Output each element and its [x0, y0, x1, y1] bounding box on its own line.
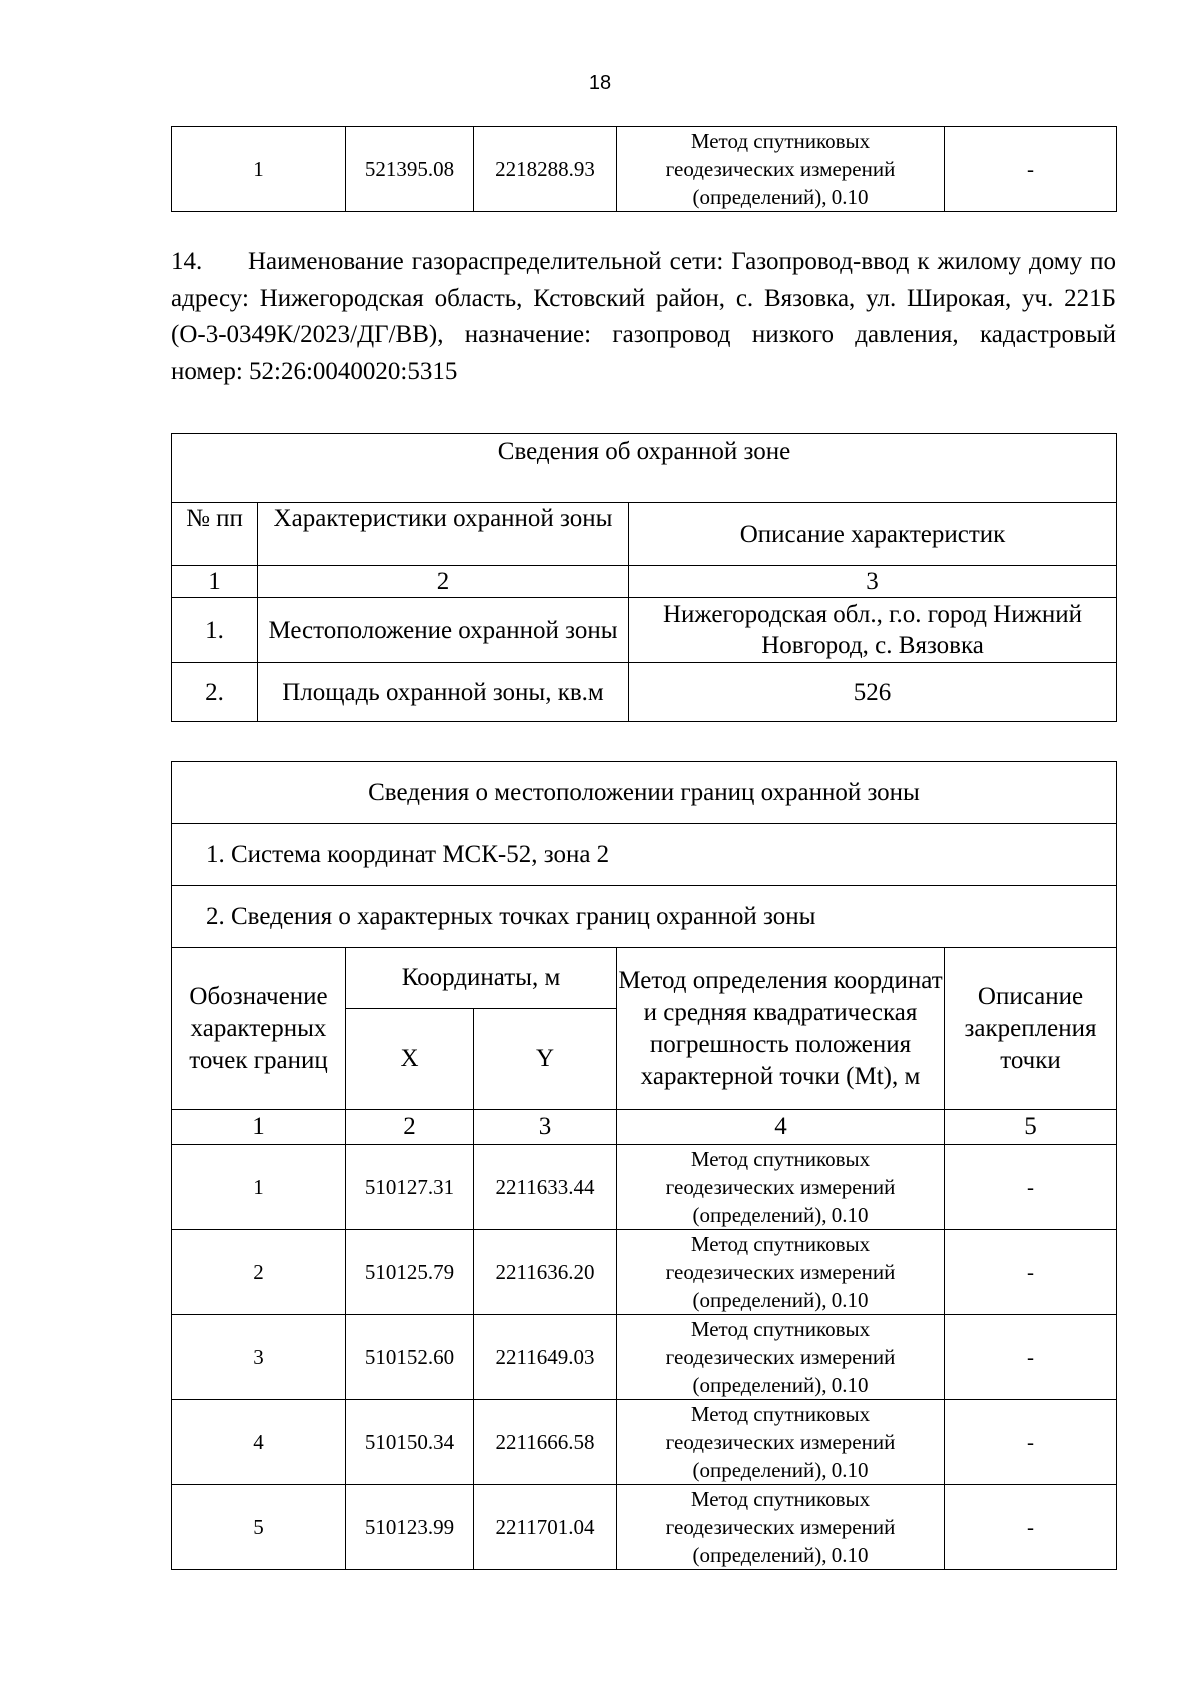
y-cell: 2218288.93: [474, 127, 617, 212]
fixing-cell: -: [945, 127, 1117, 212]
fixing-cell: -: [945, 1145, 1117, 1230]
point-cell: 5: [172, 1485, 346, 1570]
table-row: [172, 1485, 1117, 1570]
column-number: 5: [945, 1110, 1117, 1145]
method-cell: [617, 1485, 945, 1570]
header-method: Метод определения координат и средняя квадратическая погрешность положения характерной точки (Mt), м: [617, 948, 945, 1110]
column-number: 3: [474, 1110, 617, 1145]
section-paragraph: [171, 244, 1116, 390]
method-line: Метод спутниковых: [690, 1487, 871, 1511]
header-y: Y: [474, 1009, 617, 1110]
header-coordinates: Координаты, м: [346, 948, 617, 1009]
x-cell: 510150.34: [346, 1400, 474, 1485]
column-number: 4: [617, 1110, 945, 1145]
method-cell: [617, 127, 945, 212]
row-num: 1.: [172, 598, 258, 663]
point-cell: 1: [172, 127, 346, 212]
header-characteristic: Характеристики охранной зоны: [258, 503, 629, 566]
point-cell: 1: [172, 1145, 346, 1230]
previous-table-fragment: [171, 126, 1117, 212]
column-number: 2: [258, 566, 629, 598]
row-num: 2.: [172, 663, 258, 722]
point-cell: 4: [172, 1400, 346, 1485]
method-line: Метод спутниковых: [690, 129, 871, 153]
table-row: [172, 598, 1117, 663]
header-x: X: [346, 1009, 474, 1110]
y-cell: 2211636.20: [474, 1230, 617, 1315]
table-row: [172, 127, 1117, 212]
column-number: 3: [629, 566, 1117, 598]
coordinate-system: 1. Система координат МСК-52, зона 2: [172, 824, 1117, 886]
x-cell: 510125.79: [346, 1230, 474, 1315]
x-cell: 510123.99: [346, 1485, 474, 1570]
method-line: (определений), 0.10: [692, 1288, 869, 1312]
method-line: Метод спутниковых: [690, 1232, 871, 1256]
x-cell: 510127.31: [346, 1145, 474, 1230]
fixing-cell: -: [945, 1230, 1117, 1315]
method-line: геодезических измерений: [665, 1260, 896, 1284]
x-cell: 521395.08: [346, 127, 474, 212]
method-line: геодезических измерений: [665, 157, 896, 181]
method-cell: [617, 1230, 945, 1315]
header-fixing: Описание закрепления точки: [945, 948, 1117, 1110]
method-line: геодезических измерений: [665, 1430, 896, 1454]
header-designation: Обозначение характерных точек границ: [172, 948, 346, 1110]
bounds-table-title: Сведения о местоположении границ охранной зоны: [172, 762, 1117, 824]
method-line: (определений), 0.10: [692, 1458, 869, 1482]
method-line: геодезических измерений: [665, 1175, 896, 1199]
table-row: [172, 1400, 1117, 1485]
y-cell: 2211649.03: [474, 1315, 617, 1400]
method-cell: [617, 1315, 945, 1400]
table-row: [172, 1230, 1117, 1315]
method-line: (определений), 0.10: [692, 1543, 869, 1567]
table-row: [172, 663, 1117, 722]
x-cell: 510152.60: [346, 1315, 474, 1400]
y-cell: 2211666.58: [474, 1400, 617, 1485]
fixing-cell: -: [945, 1315, 1117, 1400]
row-description: 526: [629, 663, 1117, 722]
points-title: 2. Сведения о характерных точках границ охранной зоны: [172, 886, 1117, 948]
section-number: 14.: [171, 248, 203, 275]
header-description: Описание характеристик: [629, 503, 1117, 566]
method-line: геодезических измерений: [665, 1515, 896, 1539]
table-row: [172, 1145, 1117, 1230]
column-number: 2: [346, 1110, 474, 1145]
row-characteristic: Площадь охранной зоны, кв.м: [258, 663, 629, 722]
fixing-cell: -: [945, 1400, 1117, 1485]
method-line: (определений), 0.10: [692, 1203, 869, 1227]
row-characteristic: Местоположение охранной зоны: [258, 598, 629, 663]
method-line: Метод спутниковых: [690, 1147, 871, 1171]
point-cell: 3: [172, 1315, 346, 1400]
method-line: (определений), 0.10: [692, 1373, 869, 1397]
boundary-points-table: [171, 761, 1117, 1570]
row-description: Нижегородская обл., г.о. город Нижний Новгород, с. Вязовка: [629, 598, 1117, 663]
method-line: (определений), 0.10: [692, 185, 869, 209]
y-cell: 2211701.04: [474, 1485, 617, 1570]
method-line: Метод спутниковых: [690, 1402, 871, 1426]
method-cell: [617, 1145, 945, 1230]
method-line: геодезических измерений: [665, 1345, 896, 1369]
point-cell: 2: [172, 1230, 346, 1315]
zone-info-table: [171, 433, 1117, 722]
table-row: [172, 1315, 1117, 1400]
column-number: 1: [172, 566, 258, 598]
zone-table-title: Сведения об охранной зоне: [172, 434, 1117, 503]
page-number: 18: [588, 72, 612, 94]
column-number: 1: [172, 1110, 346, 1145]
y-cell: 2211633.44: [474, 1145, 617, 1230]
section-text: Наименование газораспределительной сети: Газопровод-ввод к жилому дому по адресу: Нижегородская область, Кстовский район, с. Вязовка, ул. Широкая, уч. 221Б (О-3-0349К/2023/ДГ/ВВ), назначение: газопровод низкого давления, кадастровый номер: 52:26:0040020:5315: [171, 248, 1116, 385]
method-line: Метод спутниковых: [690, 1317, 871, 1341]
method-cell: [617, 1400, 945, 1485]
fixing-cell: -: [945, 1485, 1117, 1570]
header-num: № пп: [172, 503, 258, 566]
